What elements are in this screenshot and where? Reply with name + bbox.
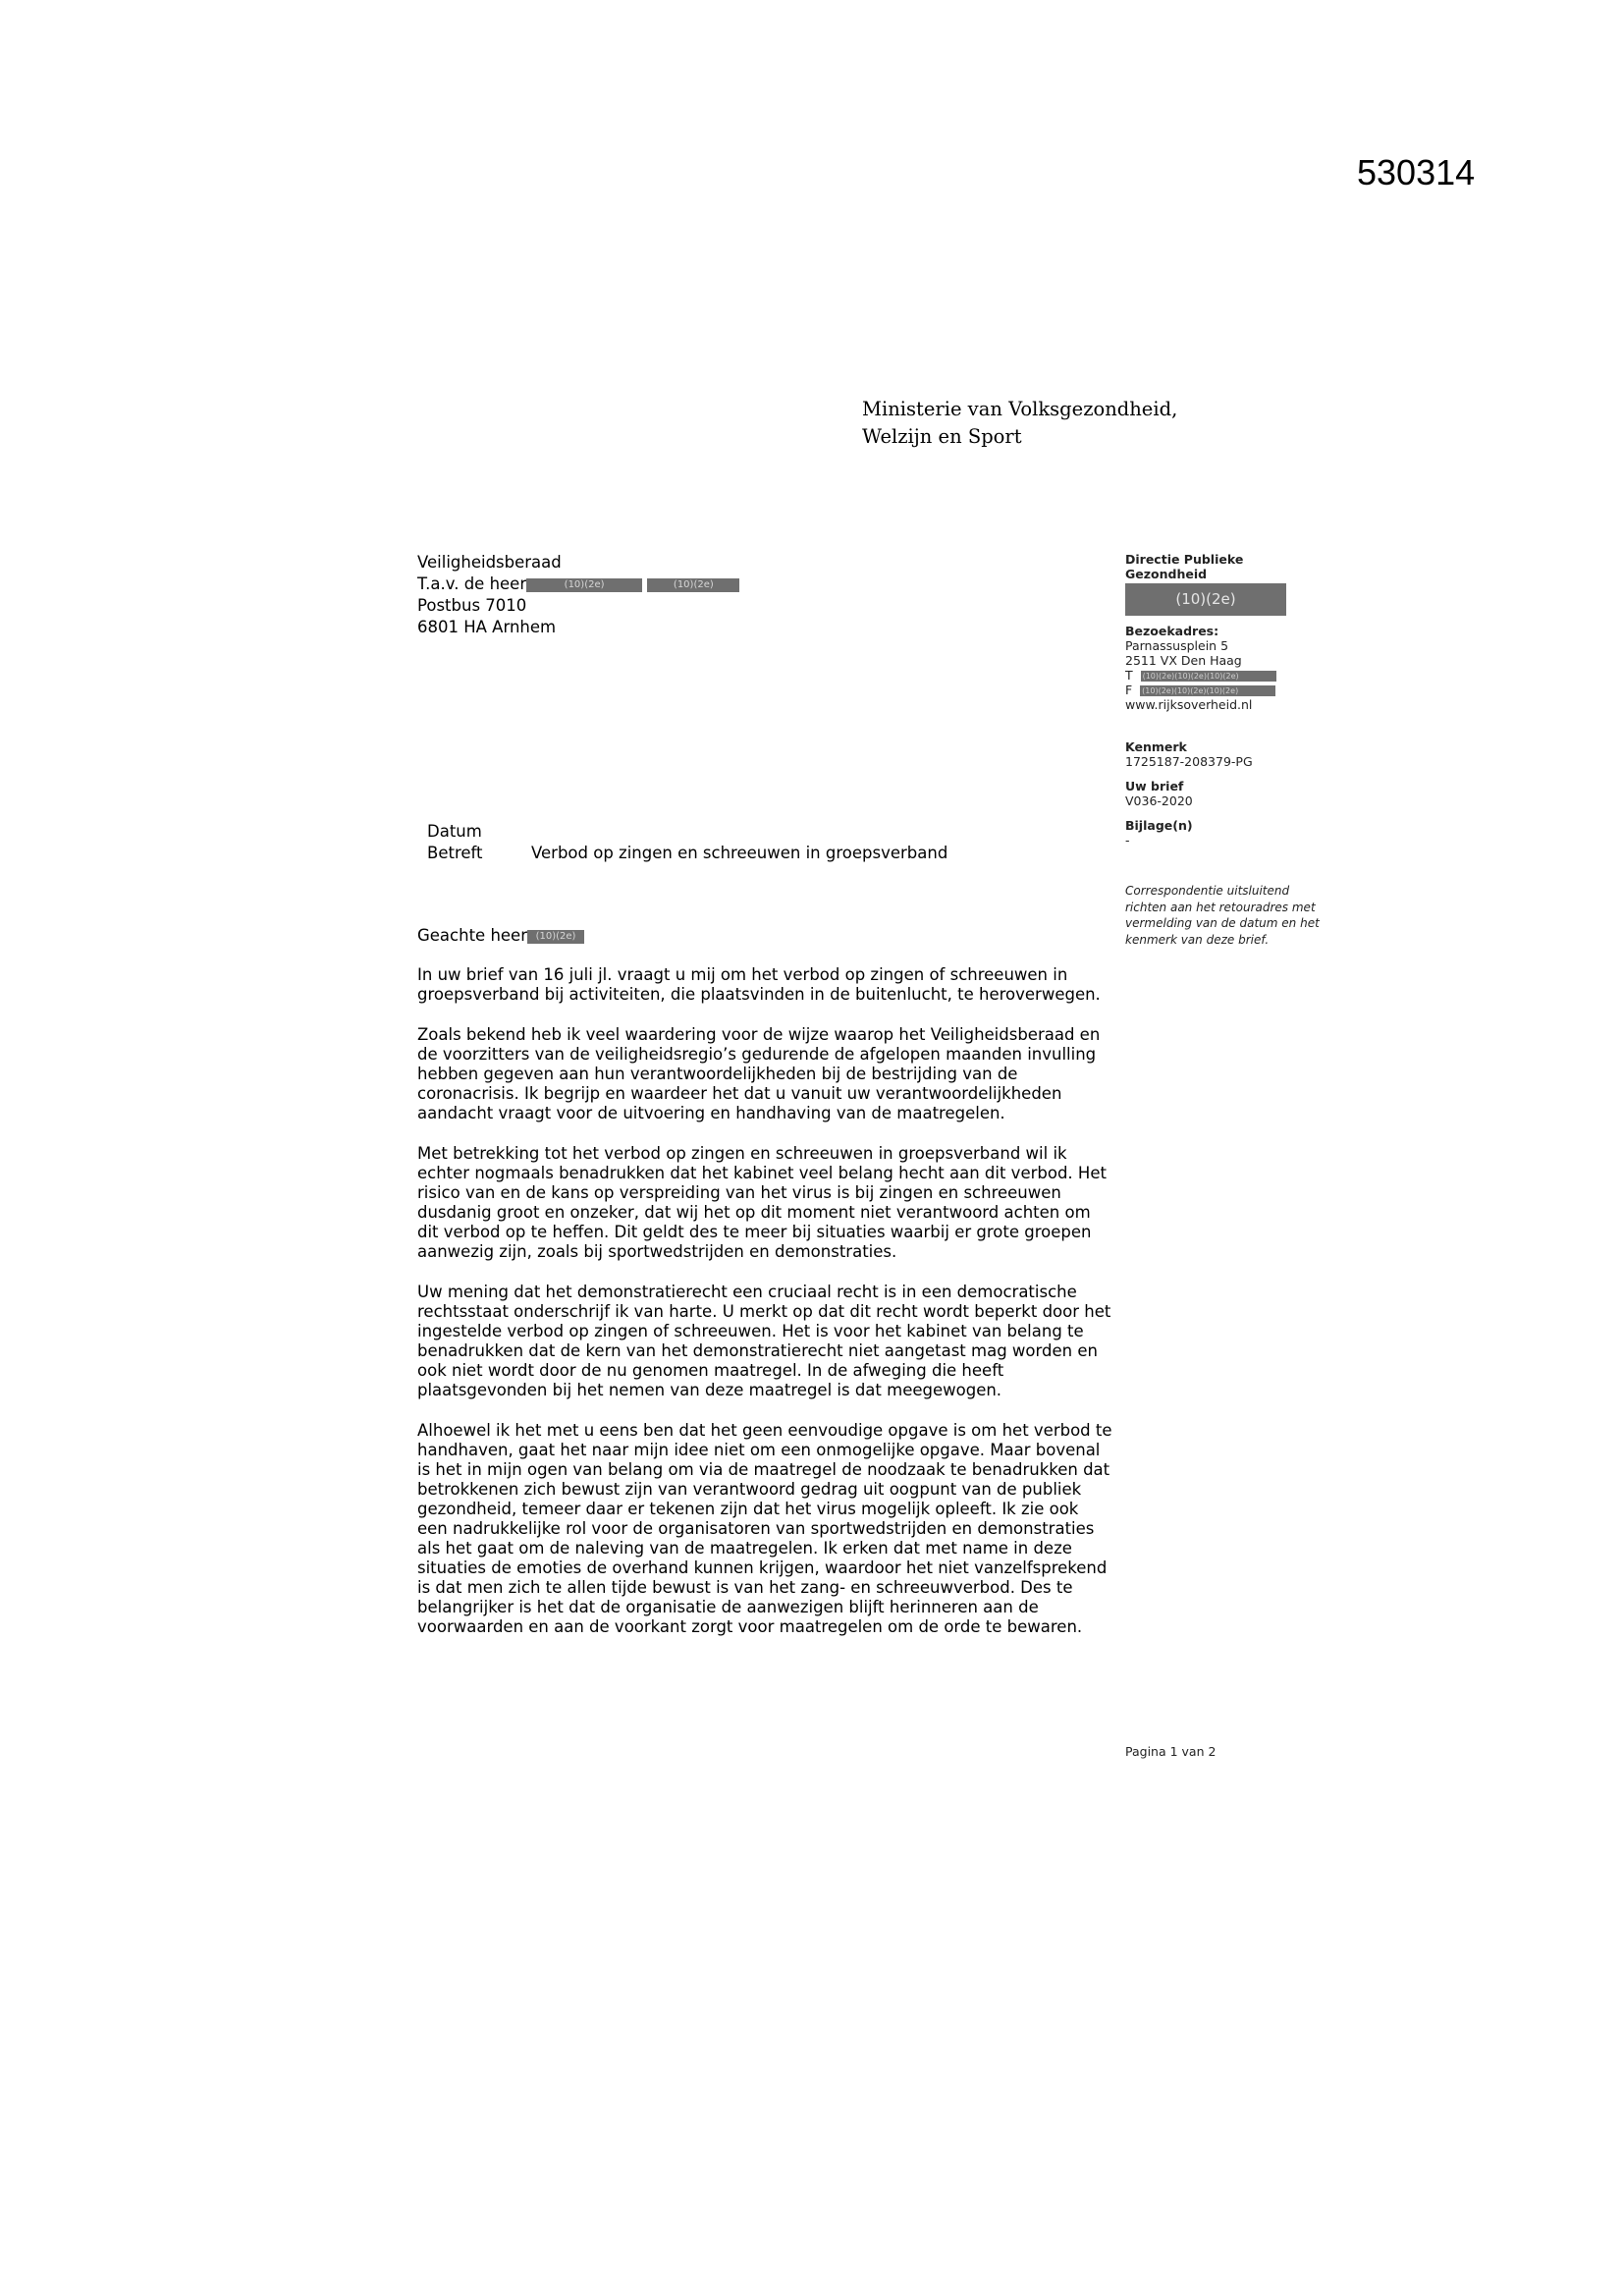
body-paragraph: Alhoewel ik het met u eens ben dat het geen eenvoudige opgave is om het verbod te handhaven, gaat het naar mijn idee niet om een onmogelijke opgave. Maar bovenal is het in mijn ogen van belang om via de maatregel de noodzaak te benadrukken dat betrokkenen zich bewust zijn van verantwoord gedrag uit oogpunt van de publiek gezondheid, temeer daar er tekenen zijn dat het virus mogelijk opleeft. Ik zie ook een nadrukkelijke rol voor de organisatoren van sportwedstrijden en demonstraties als het gaat om de naleving van de maatregelen. Ik erken dat met name in deze situaties de emoties de overhand kunnen krijgen, waardoor het niet vanzelfsprekend is dat men zich te allen tijde bewust is van het zang- en schreeuwverbod. Des te belangrijker is het dat de organisatie de aanwezigen blijft herinneren aan de voorwaarden en aan de voorkant zorgt voor maatregelen om de orde te bewaren. — [417, 1421, 1112, 1636]
redaction-box: (10)(2e)(10)(2e)(10)(2e) — [1140, 685, 1275, 696]
uw-brief-heading: Uw brief — [1125, 779, 1184, 793]
uw-brief-value: V036-2020 — [1125, 793, 1193, 808]
sidebar-info — [1125, 552, 1331, 948]
letter-meta — [427, 821, 947, 864]
address-line-2 — [417, 574, 967, 595]
betreft-label: Betreft — [427, 844, 483, 862]
correspondence-note: Correspondentie uitsluitend richten aan het retouradres met vermelding van de datum en het kenmerk van deze brief. — [1125, 884, 1320, 947]
address-line-4: 6801 HA Arnhem — [417, 618, 557, 636]
ministry-name-line-1: Ministerie van Volksgezondheid, — [862, 398, 1178, 420]
datum-label: Datum — [427, 822, 482, 841]
salutation-text: Geachte heer — [417, 926, 527, 945]
ministry-logo-text — [862, 396, 1186, 451]
phone-line: T (10)(2e)(10)(2e)(10)(2e) — [1125, 668, 1331, 683]
body-paragraph: In uw brief van 16 juli jl. vraagt u mij om het verbod op zingen of schreeuwen in groepsverband bij activiteiten, die plaatsvinden in de buitenlucht, te heroverwegen. — [417, 965, 1101, 1004]
betreft-value: Verbod op zingen en schreeuwen in groepsverband — [531, 844, 948, 862]
kenmerk-heading: Kenmerk — [1125, 739, 1187, 754]
body-paragraph: Met betrekking tot het verbod op zingen en schreeuwen in groepsverband wil ik echter nogmaals benadrukken dat het kabinet veel belang hecht aan dit verbod. Het risico van en de kans op verspreiding van het virus is bij zingen en schreeuwen dusdanig groot en onzeker, dat wij het op dit moment niet verantwoord achten om dit verbod op te heffen. Dit geldt des te meer bij situaties waarbij er grote groepen aanwezig zijn, zoals bij sportwedstrijden en demonstraties. — [417, 1144, 1107, 1261]
visit-address-line: 2511 VX Den Haag — [1125, 653, 1242, 668]
directorate-heading-1: Directie Publieke — [1125, 552, 1244, 567]
address-line-1: Veiligheidsberaad — [417, 553, 562, 572]
visit-address-line: Parnassusplein 5 — [1125, 638, 1229, 653]
redaction-box: (10)(2e) — [527, 930, 584, 944]
redaction-box: (10)(2e)(10)(2e)(10)(2e) — [1141, 671, 1276, 682]
recipient-address — [417, 552, 967, 638]
redaction-box: (10)(2e) — [647, 578, 739, 592]
body-paragraph: Zoals bekend heb ik veel waardering voor de wijze waarop het Veiligheidsberaad en de voorzitters van de veiligheidsregio’s gedurende de afgelopen maanden invulling hebben gegeven aan hun verantwoordelijkheden bij de bestrijding van de coronacrisis. Ik begrijp en waardeer het dat u vanuit uw verantwoordelijkheden aandacht vraagt voor de uitvoering en handhaving van de maatregelen. — [417, 1025, 1101, 1122]
bijlagen-value: - — [1125, 833, 1130, 847]
letter-body — [417, 965, 1112, 1658]
ministry-name-line-2: Welzijn en Sport — [862, 425, 1022, 448]
kenmerk-value: 1725187-208379-PG — [1125, 754, 1253, 769]
page-number: Pagina 1 van 2 — [1125, 1744, 1217, 1759]
directorate-heading-2: Gezondheid — [1125, 567, 1208, 581]
fax-line: F (10)(2e)(10)(2e)(10)(2e) — [1125, 683, 1331, 697]
address-attention: T.a.v. de heer — [417, 574, 527, 593]
address-line-3: Postbus 7010 — [417, 596, 527, 615]
redaction-box: (10)(2e) — [1125, 583, 1286, 616]
body-paragraph: Uw mening dat het demonstratierecht een cruciaal recht is in een democratische rechtsstaat onderschrijf ik van harte. U merkt op dat dit recht wordt beperkt door het ingestelde verbod op zingen of schreeuwen. Het is voor het kabinet van belang te benadrukken dat de kern van het demonstratierecht niet aangetast mag worden en ook niet wordt door de nu genomen maatregel. In de afweging die heeft plaatsgevonden bij het nemen van deze maatregel is dat meegewogen. — [417, 1283, 1111, 1399]
bijlagen-heading: Bijlage(n) — [1125, 818, 1193, 833]
visit-address-heading: Bezoekadres: — [1125, 624, 1219, 638]
salutation — [417, 925, 584, 947]
datum-value — [531, 821, 947, 843]
website-link[interactable]: www.rijksoverheid.nl — [1125, 697, 1253, 712]
redaction-box: (10)(2e) — [526, 578, 642, 592]
document-number: 530314 — [1357, 152, 1476, 192]
